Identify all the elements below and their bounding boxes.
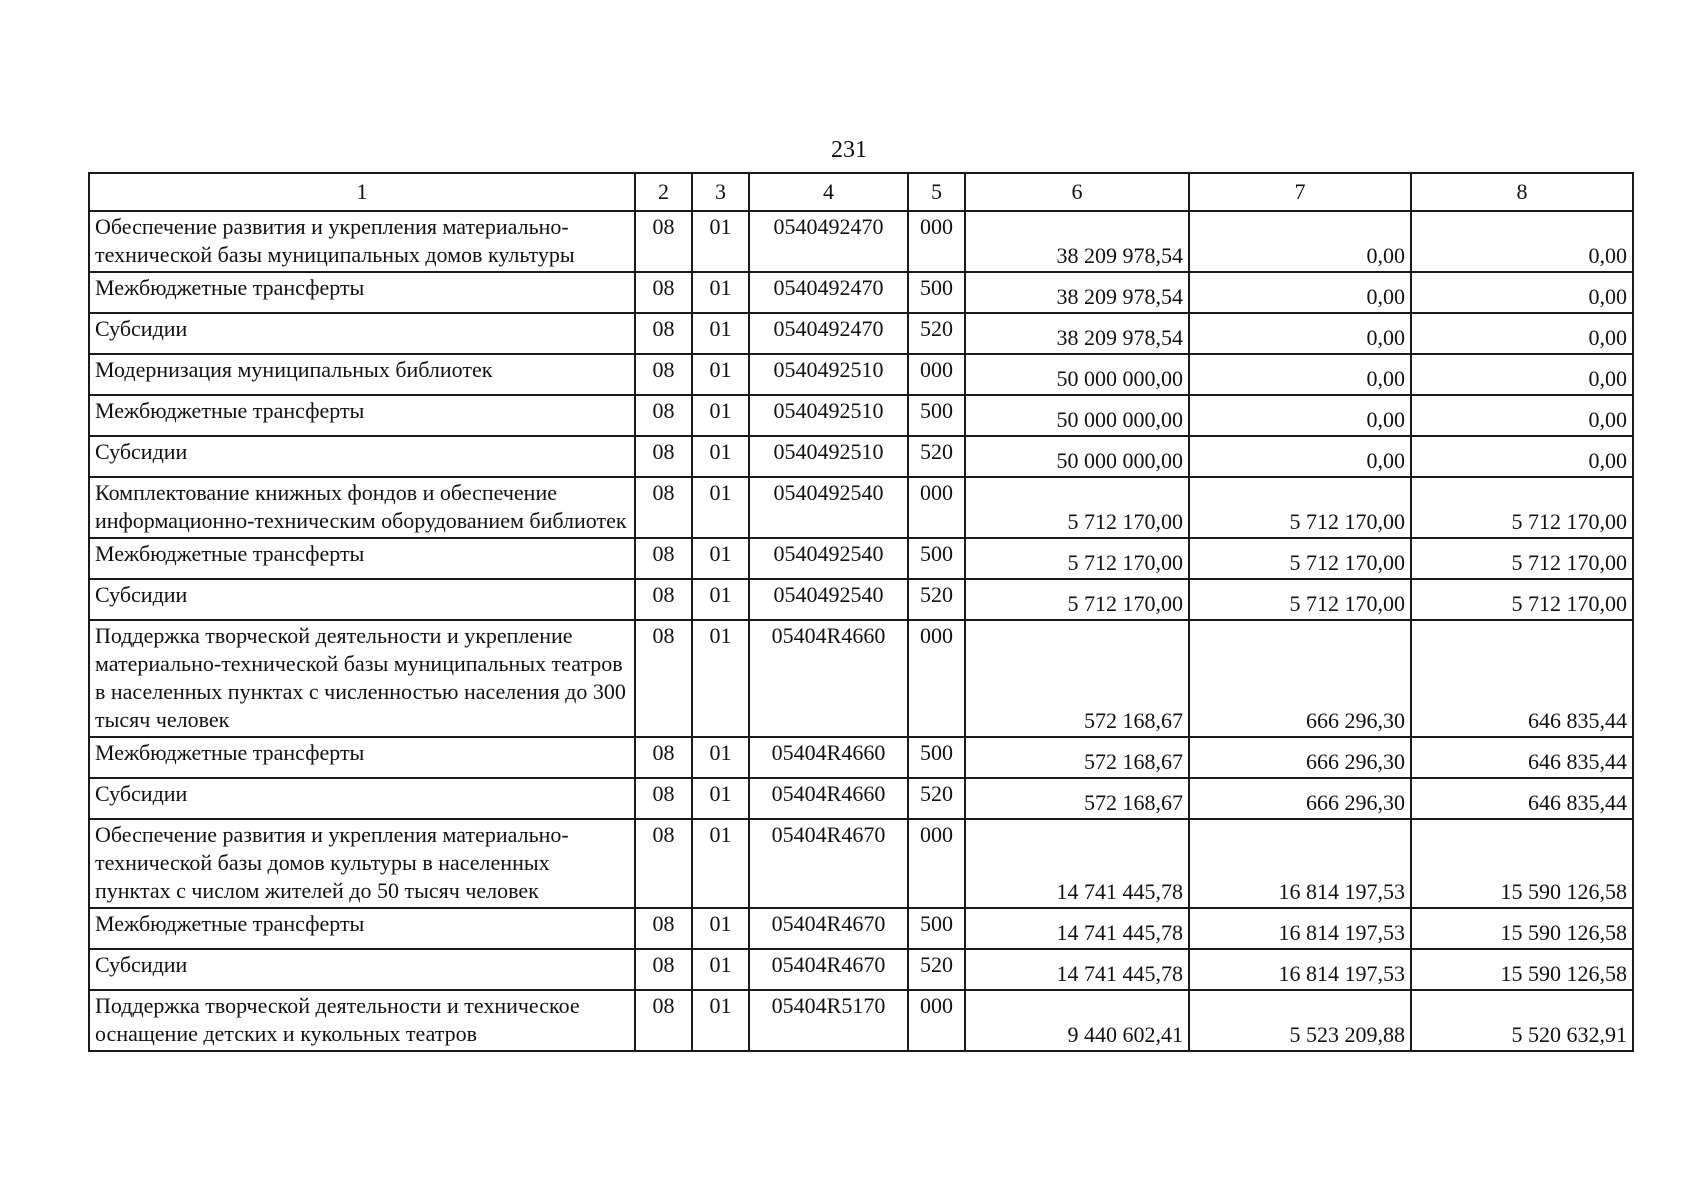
item-name: Межбюджетные трансферты	[89, 395, 635, 436]
amount-col-7: 0,00	[1189, 272, 1411, 313]
expense-type-code: 520	[908, 436, 965, 477]
expense-type-code: 500	[908, 908, 965, 949]
table-row	[89, 436, 1633, 477]
section-code: 08	[635, 538, 692, 579]
expense-type-code: 520	[908, 313, 965, 354]
amount-col-6: 14 741 445,78	[965, 949, 1189, 990]
table-row	[89, 272, 1633, 313]
item-name: Комплектование книжных фондов и обеспечение информационно-техническим оборудованием библиотек	[89, 477, 635, 538]
column-header: 7	[1189, 173, 1411, 211]
subsection-code: 01	[692, 819, 749, 908]
section-code: 08	[635, 990, 692, 1051]
amount-col-7: 16 814 197,53	[1189, 908, 1411, 949]
amount-col-7: 5 712 170,00	[1189, 579, 1411, 620]
subsection-code: 01	[692, 395, 749, 436]
amount-col-7: 0,00	[1189, 436, 1411, 477]
item-name: Межбюджетные трансферты	[89, 908, 635, 949]
table-row	[89, 949, 1633, 990]
amount-col-6: 9 440 602,41	[965, 990, 1189, 1051]
target-article-code: 05404R5170	[749, 990, 908, 1051]
column-header: 1	[89, 173, 635, 211]
subsection-code: 01	[692, 538, 749, 579]
section-code: 08	[635, 272, 692, 313]
item-name: Субсидии	[89, 579, 635, 620]
amount-col-6: 5 712 170,00	[965, 538, 1189, 579]
amount-col-8: 646 835,44	[1411, 620, 1633, 737]
subsection-code: 01	[692, 477, 749, 538]
amount-col-7: 5 523 209,88	[1189, 990, 1411, 1051]
amount-col-8: 0,00	[1411, 272, 1633, 313]
subsection-code: 01	[692, 949, 749, 990]
target-article-code: 05404R4660	[749, 778, 908, 819]
amount-col-8: 0,00	[1411, 436, 1633, 477]
section-code: 08	[635, 395, 692, 436]
item-name: Межбюджетные трансферты	[89, 538, 635, 579]
expense-type-code: 500	[908, 272, 965, 313]
table-row	[89, 579, 1633, 620]
item-name: Межбюджетные трансферты	[89, 737, 635, 778]
expense-type-code: 000	[908, 211, 965, 272]
subsection-code: 01	[692, 908, 749, 949]
expense-type-code: 000	[908, 354, 965, 395]
amount-col-8: 5 712 170,00	[1411, 579, 1633, 620]
amount-col-6: 50 000 000,00	[965, 395, 1189, 436]
amount-col-6: 38 209 978,54	[965, 313, 1189, 354]
subsection-code: 01	[692, 436, 749, 477]
amount-col-8: 15 590 126,58	[1411, 949, 1633, 990]
target-article-code: 05404R4660	[749, 737, 908, 778]
expense-type-code: 500	[908, 737, 965, 778]
subsection-code: 01	[692, 313, 749, 354]
expense-type-code: 520	[908, 579, 965, 620]
item-name: Поддержка творческой деятельности и укрепление материально-технической базы муниципальных театров в населенных пунктах с численностью населения до 300 тысяч человек	[89, 620, 635, 737]
section-code: 08	[635, 737, 692, 778]
section-code: 08	[635, 579, 692, 620]
amount-col-7: 16 814 197,53	[1189, 949, 1411, 990]
target-article-code: 0540492470	[749, 313, 908, 354]
item-name: Субсидии	[89, 313, 635, 354]
target-article-code: 0540492470	[749, 272, 908, 313]
target-article-code: 0540492540	[749, 538, 908, 579]
table-row	[89, 538, 1633, 579]
amount-col-6: 38 209 978,54	[965, 211, 1189, 272]
table-row	[89, 778, 1633, 819]
section-code: 08	[635, 354, 692, 395]
item-name: Модернизация муниципальных библиотек	[89, 354, 635, 395]
expense-type-code: 500	[908, 395, 965, 436]
amount-col-7: 0,00	[1189, 395, 1411, 436]
table-row	[89, 819, 1633, 908]
expense-type-code: 500	[908, 538, 965, 579]
expense-type-code: 000	[908, 620, 965, 737]
amount-col-7: 666 296,30	[1189, 737, 1411, 778]
target-article-code: 0540492540	[749, 579, 908, 620]
section-code: 08	[635, 819, 692, 908]
subsection-code: 01	[692, 211, 749, 272]
amount-col-6: 14 741 445,78	[965, 819, 1189, 908]
column-header: 4	[749, 173, 908, 211]
column-header: 8	[1411, 173, 1633, 211]
section-code: 08	[635, 778, 692, 819]
budget-table	[88, 172, 1634, 1052]
item-name: Поддержка творческой деятельности и техническое оснащение детских и кукольных театров	[89, 990, 635, 1051]
table-row	[89, 990, 1633, 1051]
amount-col-7: 5 712 170,00	[1189, 538, 1411, 579]
target-article-code: 05404R4660	[749, 620, 908, 737]
table-row	[89, 395, 1633, 436]
expense-type-code: 520	[908, 949, 965, 990]
target-article-code: 0540492470	[749, 211, 908, 272]
amount-col-8: 5 520 632,91	[1411, 990, 1633, 1051]
table-row	[89, 737, 1633, 778]
target-article-code: 0540492510	[749, 354, 908, 395]
item-name: Обеспечение развития и укрепления материально-технической базы домов культуры в населенных пунктах с числом жителей до 50 тысяч человек	[89, 819, 635, 908]
amount-col-8: 15 590 126,58	[1411, 819, 1633, 908]
column-header: 3	[692, 173, 749, 211]
item-name: Субсидии	[89, 949, 635, 990]
amount-col-8: 0,00	[1411, 354, 1633, 395]
amount-col-6: 572 168,67	[965, 620, 1189, 737]
subsection-code: 01	[692, 620, 749, 737]
amount-col-8: 0,00	[1411, 313, 1633, 354]
amount-col-7: 0,00	[1189, 211, 1411, 272]
subsection-code: 01	[692, 354, 749, 395]
amount-col-7: 5 712 170,00	[1189, 477, 1411, 538]
amount-col-6: 50 000 000,00	[965, 354, 1189, 395]
item-name: Субсидии	[89, 436, 635, 477]
section-code: 08	[635, 620, 692, 737]
subsection-code: 01	[692, 272, 749, 313]
column-header: 5	[908, 173, 965, 211]
page-number: 231	[831, 137, 867, 163]
section-code: 08	[635, 908, 692, 949]
amount-col-6: 572 168,67	[965, 778, 1189, 819]
table-row	[89, 620, 1633, 737]
amount-col-7: 666 296,30	[1189, 620, 1411, 737]
subsection-code: 01	[692, 990, 749, 1051]
amount-col-8: 0,00	[1411, 395, 1633, 436]
target-article-code: 05404R4670	[749, 819, 908, 908]
target-article-code: 0540492510	[749, 436, 908, 477]
section-code: 08	[635, 949, 692, 990]
amount-col-8: 0,00	[1411, 211, 1633, 272]
expense-type-code: 000	[908, 819, 965, 908]
amount-col-7: 16 814 197,53	[1189, 819, 1411, 908]
amount-col-6: 572 168,67	[965, 737, 1189, 778]
amount-col-7: 0,00	[1189, 313, 1411, 354]
expense-type-code: 520	[908, 778, 965, 819]
item-name: Субсидии	[89, 778, 635, 819]
item-name: Обеспечение развития и укрепления материально-технической базы муниципальных домов культуры	[89, 211, 635, 272]
expense-type-code: 000	[908, 477, 965, 538]
target-article-code: 0540492510	[749, 395, 908, 436]
expense-type-code: 000	[908, 990, 965, 1051]
amount-col-6: 38 209 978,54	[965, 272, 1189, 313]
subsection-code: 01	[692, 579, 749, 620]
amount-col-8: 646 835,44	[1411, 778, 1633, 819]
column-header: 2	[635, 173, 692, 211]
amount-col-6: 5 712 170,00	[965, 477, 1189, 538]
table-row	[89, 211, 1633, 272]
amount-col-6: 50 000 000,00	[965, 436, 1189, 477]
table-header-row	[89, 173, 1633, 211]
amount-col-6: 5 712 170,00	[965, 579, 1189, 620]
section-code: 08	[635, 211, 692, 272]
amount-col-8: 646 835,44	[1411, 737, 1633, 778]
item-name: Межбюджетные трансферты	[89, 272, 635, 313]
column-header: 6	[965, 173, 1189, 211]
amount-col-8: 5 712 170,00	[1411, 538, 1633, 579]
section-code: 08	[635, 313, 692, 354]
section-code: 08	[635, 436, 692, 477]
amount-col-8: 15 590 126,58	[1411, 908, 1633, 949]
subsection-code: 01	[692, 778, 749, 819]
target-article-code: 05404R4670	[749, 908, 908, 949]
target-article-code: 0540492540	[749, 477, 908, 538]
table-row	[89, 354, 1633, 395]
table-row	[89, 908, 1633, 949]
section-code: 08	[635, 477, 692, 538]
table-row	[89, 313, 1633, 354]
amount-col-6: 14 741 445,78	[965, 908, 1189, 949]
amount-col-7: 0,00	[1189, 354, 1411, 395]
amount-col-7: 666 296,30	[1189, 778, 1411, 819]
target-article-code: 05404R4670	[749, 949, 908, 990]
amount-col-8: 5 712 170,00	[1411, 477, 1633, 538]
subsection-code: 01	[692, 737, 749, 778]
table-row	[89, 477, 1633, 538]
